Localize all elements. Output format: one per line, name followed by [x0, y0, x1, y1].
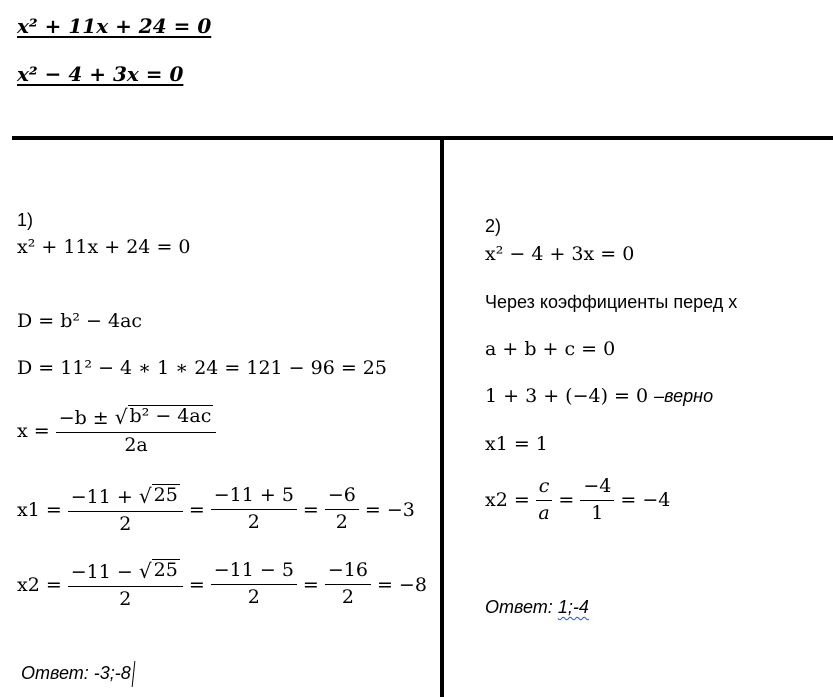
- fraction-denominator: 1: [591, 501, 604, 524]
- fraction-denominator: a: [538, 501, 550, 524]
- table-horizontal-line: [12, 136, 833, 140]
- header-equation-1: x² + 11x + 24 = 0: [17, 14, 212, 38]
- root-formula-lhs: x =: [17, 419, 50, 442]
- x2-calculation: [17, 559, 427, 611]
- numerator-prefix: −11 −: [70, 560, 139, 583]
- fraction-numerator: −11 + 5: [211, 485, 297, 510]
- equals-sign: =: [302, 498, 319, 521]
- right-answer-prefix: Ответ:: [485, 597, 558, 617]
- fraction-numerator: [56, 405, 217, 433]
- equals-sign: =: [302, 573, 319, 596]
- fraction-denominator: 2: [119, 512, 132, 535]
- equals-sign: =: [558, 489, 575, 512]
- text-cursor: [131, 661, 135, 687]
- fraction-numerator: −11 − 5: [211, 560, 297, 585]
- radicand: b² − 4ac: [129, 405, 212, 427]
- left-equation: x² + 11x + 24 = 0: [17, 236, 191, 258]
- numerator-prefix: −11 +: [70, 485, 139, 508]
- fraction-numerator: c: [536, 476, 553, 501]
- radical-icon: √: [138, 483, 152, 508]
- x1-fraction-1: [68, 484, 183, 536]
- x1-fraction-2: [211, 485, 297, 534]
- x1-lhs: x1 =: [17, 498, 62, 521]
- discriminant-calculation: D = 11² − 4 ∗ 1 ∗ 24 = 121 − 96 = 25: [17, 357, 387, 379]
- root-formula-fraction: [56, 405, 217, 457]
- right-x2-fraction-2: [580, 476, 614, 525]
- sqrt-sign: [139, 559, 180, 581]
- fraction-numerator: −4: [580, 476, 614, 501]
- right-answer-value: 1;-4: [557, 597, 589, 617]
- coefficient-sum-formula: a + b + c = 0: [485, 338, 616, 360]
- method-description: Через коэффициенты перед x: [485, 292, 738, 312]
- fraction-denominator: 2: [341, 586, 354, 609]
- left-answer-text: Ответ: -3;-8: [21, 662, 131, 683]
- left-problem-number: 1): [17, 210, 34, 230]
- sum-check-expression: 1 + 3 + (−4) = 0: [485, 385, 655, 407]
- right-x1: x1 = 1: [485, 433, 548, 455]
- right-x2-calculation: [485, 476, 670, 525]
- fraction-numerator: [68, 484, 183, 512]
- right-answer: [485, 597, 589, 618]
- right-x2-lhs: x2 =: [485, 489, 530, 512]
- radicand: 25: [153, 559, 178, 581]
- table-vertical-line: [440, 138, 444, 697]
- sqrt-sign: [139, 484, 180, 506]
- x1-fraction-3: [325, 485, 359, 534]
- coefficient-sum-check: [485, 385, 713, 407]
- sum-check-verdict: –верно: [654, 386, 714, 406]
- right-x2-fraction-1: [536, 476, 553, 525]
- numerator-prefix: −b ±: [58, 406, 115, 429]
- discriminant-formula: D = b² − 4ac: [17, 310, 143, 332]
- fraction-numerator: [68, 559, 183, 587]
- x1-result: = −3: [364, 498, 415, 521]
- fraction-numerator: −16: [325, 560, 371, 585]
- x2-fraction-3: [325, 560, 371, 609]
- left-answer: [21, 661, 134, 687]
- fraction-numerator: −6: [325, 485, 359, 510]
- radical-icon: √: [138, 558, 152, 583]
- right-problem-number: 2): [485, 216, 502, 236]
- right-equation: x² − 4 + 3x = 0: [485, 243, 635, 265]
- x2-result: = −8: [376, 573, 427, 596]
- x2-fraction-1: [68, 559, 183, 611]
- sqrt-sign: [115, 405, 214, 427]
- header-equation-2: x² − 4 + 3x = 0: [17, 62, 184, 86]
- radicand: 25: [153, 484, 178, 506]
- radical-icon: √: [114, 404, 128, 429]
- fraction-denominator: 2: [247, 586, 260, 609]
- equals-sign: =: [188, 573, 205, 596]
- right-x2-result: = −4: [620, 489, 671, 512]
- fraction-denominator: 2: [335, 511, 348, 534]
- fraction-denominator: 2a: [124, 433, 148, 456]
- fraction-denominator: 2: [247, 511, 260, 534]
- root-formula: [17, 405, 220, 457]
- x1-calculation: [17, 484, 415, 536]
- x2-fraction-2: [211, 560, 297, 609]
- fraction-denominator: 2: [119, 587, 132, 610]
- equals-sign: =: [188, 498, 205, 521]
- x2-lhs: x2 =: [17, 573, 62, 596]
